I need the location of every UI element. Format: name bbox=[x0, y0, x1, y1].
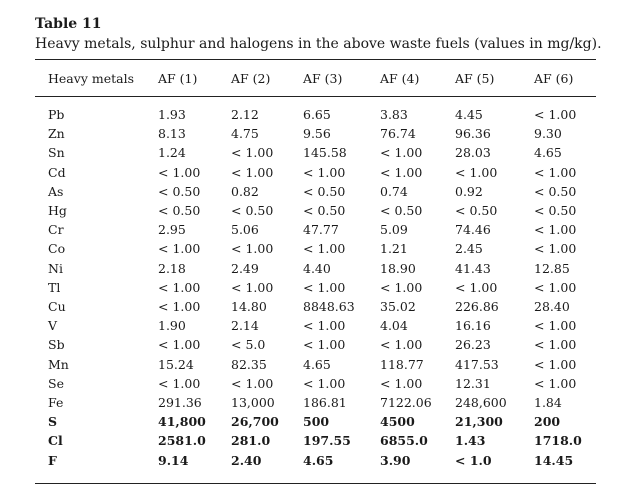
table-cell: < 1.00 bbox=[158, 299, 201, 314]
table-cell: < 1.00 bbox=[534, 107, 577, 122]
row-label: Fe bbox=[48, 395, 64, 410]
table-cell: 8848.63 bbox=[303, 299, 355, 314]
table-cell: 7122.06 bbox=[380, 395, 432, 410]
table-cell: 4.65 bbox=[303, 452, 334, 468]
table-cell: 9.56 bbox=[303, 126, 331, 142]
table-cell: 500 bbox=[303, 414, 330, 430]
table-cell: < 1.00 bbox=[158, 241, 201, 257]
table-cell: 4.65 bbox=[303, 356, 331, 372]
table-cell: 281.0 bbox=[231, 433, 271, 449]
table-cell: < 5.0 bbox=[231, 337, 266, 353]
row-label: Hg bbox=[48, 203, 67, 218]
table-cell: < 1.00 bbox=[158, 164, 201, 180]
table-cell: 4.65 bbox=[534, 145, 562, 161]
column-header: AF (6) bbox=[534, 71, 574, 86]
column-header: AF (3) bbox=[303, 71, 343, 86]
table-cell: 145.58 bbox=[303, 145, 347, 161]
table-cell: < 1.00 bbox=[380, 145, 423, 161]
table-row bbox=[35, 201, 600, 220]
table-cell: < 0.50 bbox=[158, 203, 201, 218]
table-cell: < 1.00 bbox=[534, 318, 577, 334]
table-row bbox=[35, 105, 600, 124]
row-label: Pb bbox=[48, 107, 65, 122]
table-row bbox=[35, 393, 600, 412]
table-cell: < 1.0 bbox=[455, 452, 492, 468]
table-row bbox=[35, 239, 600, 258]
table-cell: 4500 bbox=[380, 414, 415, 430]
table-cell: 5.09 bbox=[380, 222, 408, 238]
table-cell: 6.65 bbox=[303, 107, 331, 122]
table-cell: 1.93 bbox=[158, 107, 186, 122]
row-label: Co bbox=[48, 241, 66, 257]
table-cell: < 1.00 bbox=[534, 337, 577, 353]
row-label: Mn bbox=[48, 356, 69, 372]
table-cell: 1.90 bbox=[158, 318, 186, 334]
table-cell: 4.75 bbox=[231, 126, 259, 142]
table-cell: 2581.0 bbox=[158, 433, 206, 449]
table-cell: 1718.0 bbox=[534, 433, 582, 449]
table-row bbox=[35, 412, 600, 431]
table-cell: 0.74 bbox=[380, 183, 408, 199]
column-header: AF (4) bbox=[380, 71, 420, 86]
table-cell: 96.36 bbox=[455, 126, 491, 142]
row-label: Sb bbox=[48, 337, 65, 353]
row-label: Cu bbox=[48, 299, 66, 314]
row-label: Tl bbox=[48, 279, 61, 295]
row-label: Ni bbox=[48, 260, 63, 276]
row-label: V bbox=[48, 318, 58, 334]
table-cell: < 0.50 bbox=[534, 203, 577, 218]
table-cell: < 1.00 bbox=[455, 279, 498, 295]
table-row bbox=[35, 374, 600, 393]
table-cell: 28.40 bbox=[534, 299, 570, 314]
table-row bbox=[35, 316, 600, 335]
table-row bbox=[35, 355, 600, 374]
table-cell: < 1.00 bbox=[380, 337, 423, 353]
table-row bbox=[35, 431, 600, 450]
table-cell: 197.55 bbox=[303, 433, 351, 449]
row-label: Cd bbox=[48, 164, 66, 180]
header-rule bbox=[35, 96, 596, 97]
table-cell: < 1.00 bbox=[534, 241, 577, 257]
row-label: Cl bbox=[48, 433, 63, 449]
table-cell: < 1.00 bbox=[534, 164, 577, 180]
table-cell: < 0.50 bbox=[380, 203, 423, 218]
table-cell: < 1.00 bbox=[303, 164, 346, 180]
table-cell: 0.92 bbox=[455, 183, 483, 199]
table-cell: 12.31 bbox=[455, 375, 491, 391]
table-cell: 21,300 bbox=[455, 414, 503, 430]
table-cell: < 1.00 bbox=[534, 279, 577, 295]
table-cell: 118.77 bbox=[380, 356, 424, 372]
table-cell: 200 bbox=[534, 414, 561, 430]
column-header: Heavy metals bbox=[48, 71, 134, 86]
row-label: S bbox=[48, 414, 58, 430]
table-cell: 47.77 bbox=[303, 222, 339, 238]
table-cell: 248,600 bbox=[455, 395, 507, 410]
table-cell: 26.23 bbox=[455, 337, 491, 353]
table-cell: 2.18 bbox=[158, 260, 186, 276]
table-cell: 9.14 bbox=[158, 452, 189, 468]
table-cell: 186.81 bbox=[303, 395, 347, 410]
table-cell: < 0.50 bbox=[455, 203, 498, 218]
table-cell: 2.95 bbox=[158, 222, 186, 238]
table-cell: 76.74 bbox=[380, 126, 416, 142]
table-cell: 28.03 bbox=[455, 145, 491, 161]
table-cell: 417.53 bbox=[455, 356, 499, 372]
table-caption: Heavy metals, sulphur and halogens in the above waste fuels (values in mg/kg). bbox=[35, 36, 602, 52]
table-cell: 82.35 bbox=[231, 356, 267, 372]
table-cell: < 1.00 bbox=[158, 337, 201, 353]
table-cell: 12.85 bbox=[534, 260, 570, 276]
table-cell: 1.24 bbox=[158, 145, 186, 161]
table-cell: 74.46 bbox=[455, 222, 491, 238]
table-block bbox=[35, 14, 602, 468]
table-cell: < 1.00 bbox=[231, 164, 274, 180]
table-cell: < 0.50 bbox=[303, 203, 346, 218]
table-cell: < 1.00 bbox=[231, 375, 274, 391]
table-cell: 41,800 bbox=[158, 414, 206, 430]
row-label: Cr bbox=[48, 222, 64, 238]
table-cell: 3.83 bbox=[380, 107, 408, 122]
table-cell: 2.14 bbox=[231, 318, 259, 334]
table-cell: 16.16 bbox=[455, 318, 491, 334]
table-cell: < 0.50 bbox=[231, 203, 274, 218]
column-header: AF (1) bbox=[158, 71, 198, 86]
table-row bbox=[35, 278, 600, 297]
table-cell: 6855.0 bbox=[380, 433, 428, 449]
table-cell: 5.06 bbox=[231, 222, 259, 238]
table-cell: 1.84 bbox=[534, 395, 562, 410]
table-cell: 4.45 bbox=[455, 107, 483, 122]
table-cell: 4.40 bbox=[303, 260, 331, 276]
table-row bbox=[35, 220, 600, 239]
table-cell: 18.90 bbox=[380, 260, 416, 276]
table-row bbox=[35, 182, 600, 201]
table-cell: 9.30 bbox=[534, 126, 562, 142]
table-cell: < 1.00 bbox=[534, 375, 577, 391]
table-header-row bbox=[35, 70, 600, 88]
table-row bbox=[35, 143, 600, 162]
table-cell: 2.45 bbox=[455, 241, 483, 257]
table-cell: < 0.50 bbox=[534, 183, 577, 199]
table-cell: 8.13 bbox=[158, 126, 186, 142]
top-rule bbox=[35, 59, 596, 60]
row-label: Se bbox=[48, 375, 64, 391]
table-row bbox=[35, 259, 600, 278]
table-cell: 2.12 bbox=[231, 107, 259, 122]
table-cell: 4.04 bbox=[380, 318, 408, 334]
table-cell: < 1.00 bbox=[303, 375, 346, 391]
table-cell: < 1.00 bbox=[158, 375, 201, 391]
table-cell: 226.86 bbox=[455, 299, 499, 314]
table-cell: 14.45 bbox=[534, 452, 574, 468]
table-cell: 291.36 bbox=[158, 395, 202, 410]
table-title: Table 11 bbox=[35, 16, 102, 32]
row-label: As bbox=[48, 183, 64, 199]
table-cell: 1.21 bbox=[380, 241, 408, 257]
table-cell: < 1.00 bbox=[303, 318, 346, 334]
table-cell: < 1.00 bbox=[455, 164, 498, 180]
row-label: F bbox=[48, 452, 57, 468]
table-cell: 35.02 bbox=[380, 299, 416, 314]
table-cell: < 1.00 bbox=[231, 279, 274, 295]
table-cell: 3.90 bbox=[380, 452, 411, 468]
table-cell: 0.82 bbox=[231, 183, 259, 199]
table-row bbox=[35, 124, 600, 143]
table-row bbox=[35, 451, 600, 470]
table-cell: < 1.00 bbox=[380, 164, 423, 180]
table-cell: < 1.00 bbox=[303, 337, 346, 353]
table-cell: 2.49 bbox=[231, 260, 259, 276]
column-header: AF (5) bbox=[455, 71, 495, 86]
table-cell: < 1.00 bbox=[303, 279, 346, 295]
table-cell: < 1.00 bbox=[303, 241, 346, 257]
table-cell: < 1.00 bbox=[534, 222, 577, 238]
row-label: Zn bbox=[48, 126, 65, 142]
table-cell: < 0.50 bbox=[303, 183, 346, 199]
table-cell: 15.24 bbox=[158, 356, 194, 372]
table-cell: < 1.00 bbox=[231, 241, 274, 257]
table-cell: < 1.00 bbox=[231, 145, 274, 161]
table-cell: < 1.00 bbox=[380, 375, 423, 391]
bottom-rule bbox=[35, 483, 596, 484]
table-cell: < 1.00 bbox=[380, 279, 423, 295]
table-cell: 14.80 bbox=[231, 299, 267, 314]
table-cell: 41.43 bbox=[455, 260, 491, 276]
table-cell: < 1.00 bbox=[158, 279, 201, 295]
column-header: AF (2) bbox=[231, 71, 271, 86]
table-cell: < 1.00 bbox=[534, 356, 577, 372]
table-cell: 1.43 bbox=[455, 433, 486, 449]
table-cell: 13,000 bbox=[231, 395, 275, 410]
table-row bbox=[35, 297, 600, 316]
table-cell: 26,700 bbox=[231, 414, 279, 430]
row-label: Sn bbox=[48, 145, 65, 161]
table-row bbox=[35, 163, 600, 182]
table-cell: 2.40 bbox=[231, 452, 262, 468]
table-cell: < 0.50 bbox=[158, 183, 201, 199]
table-row bbox=[35, 335, 600, 354]
